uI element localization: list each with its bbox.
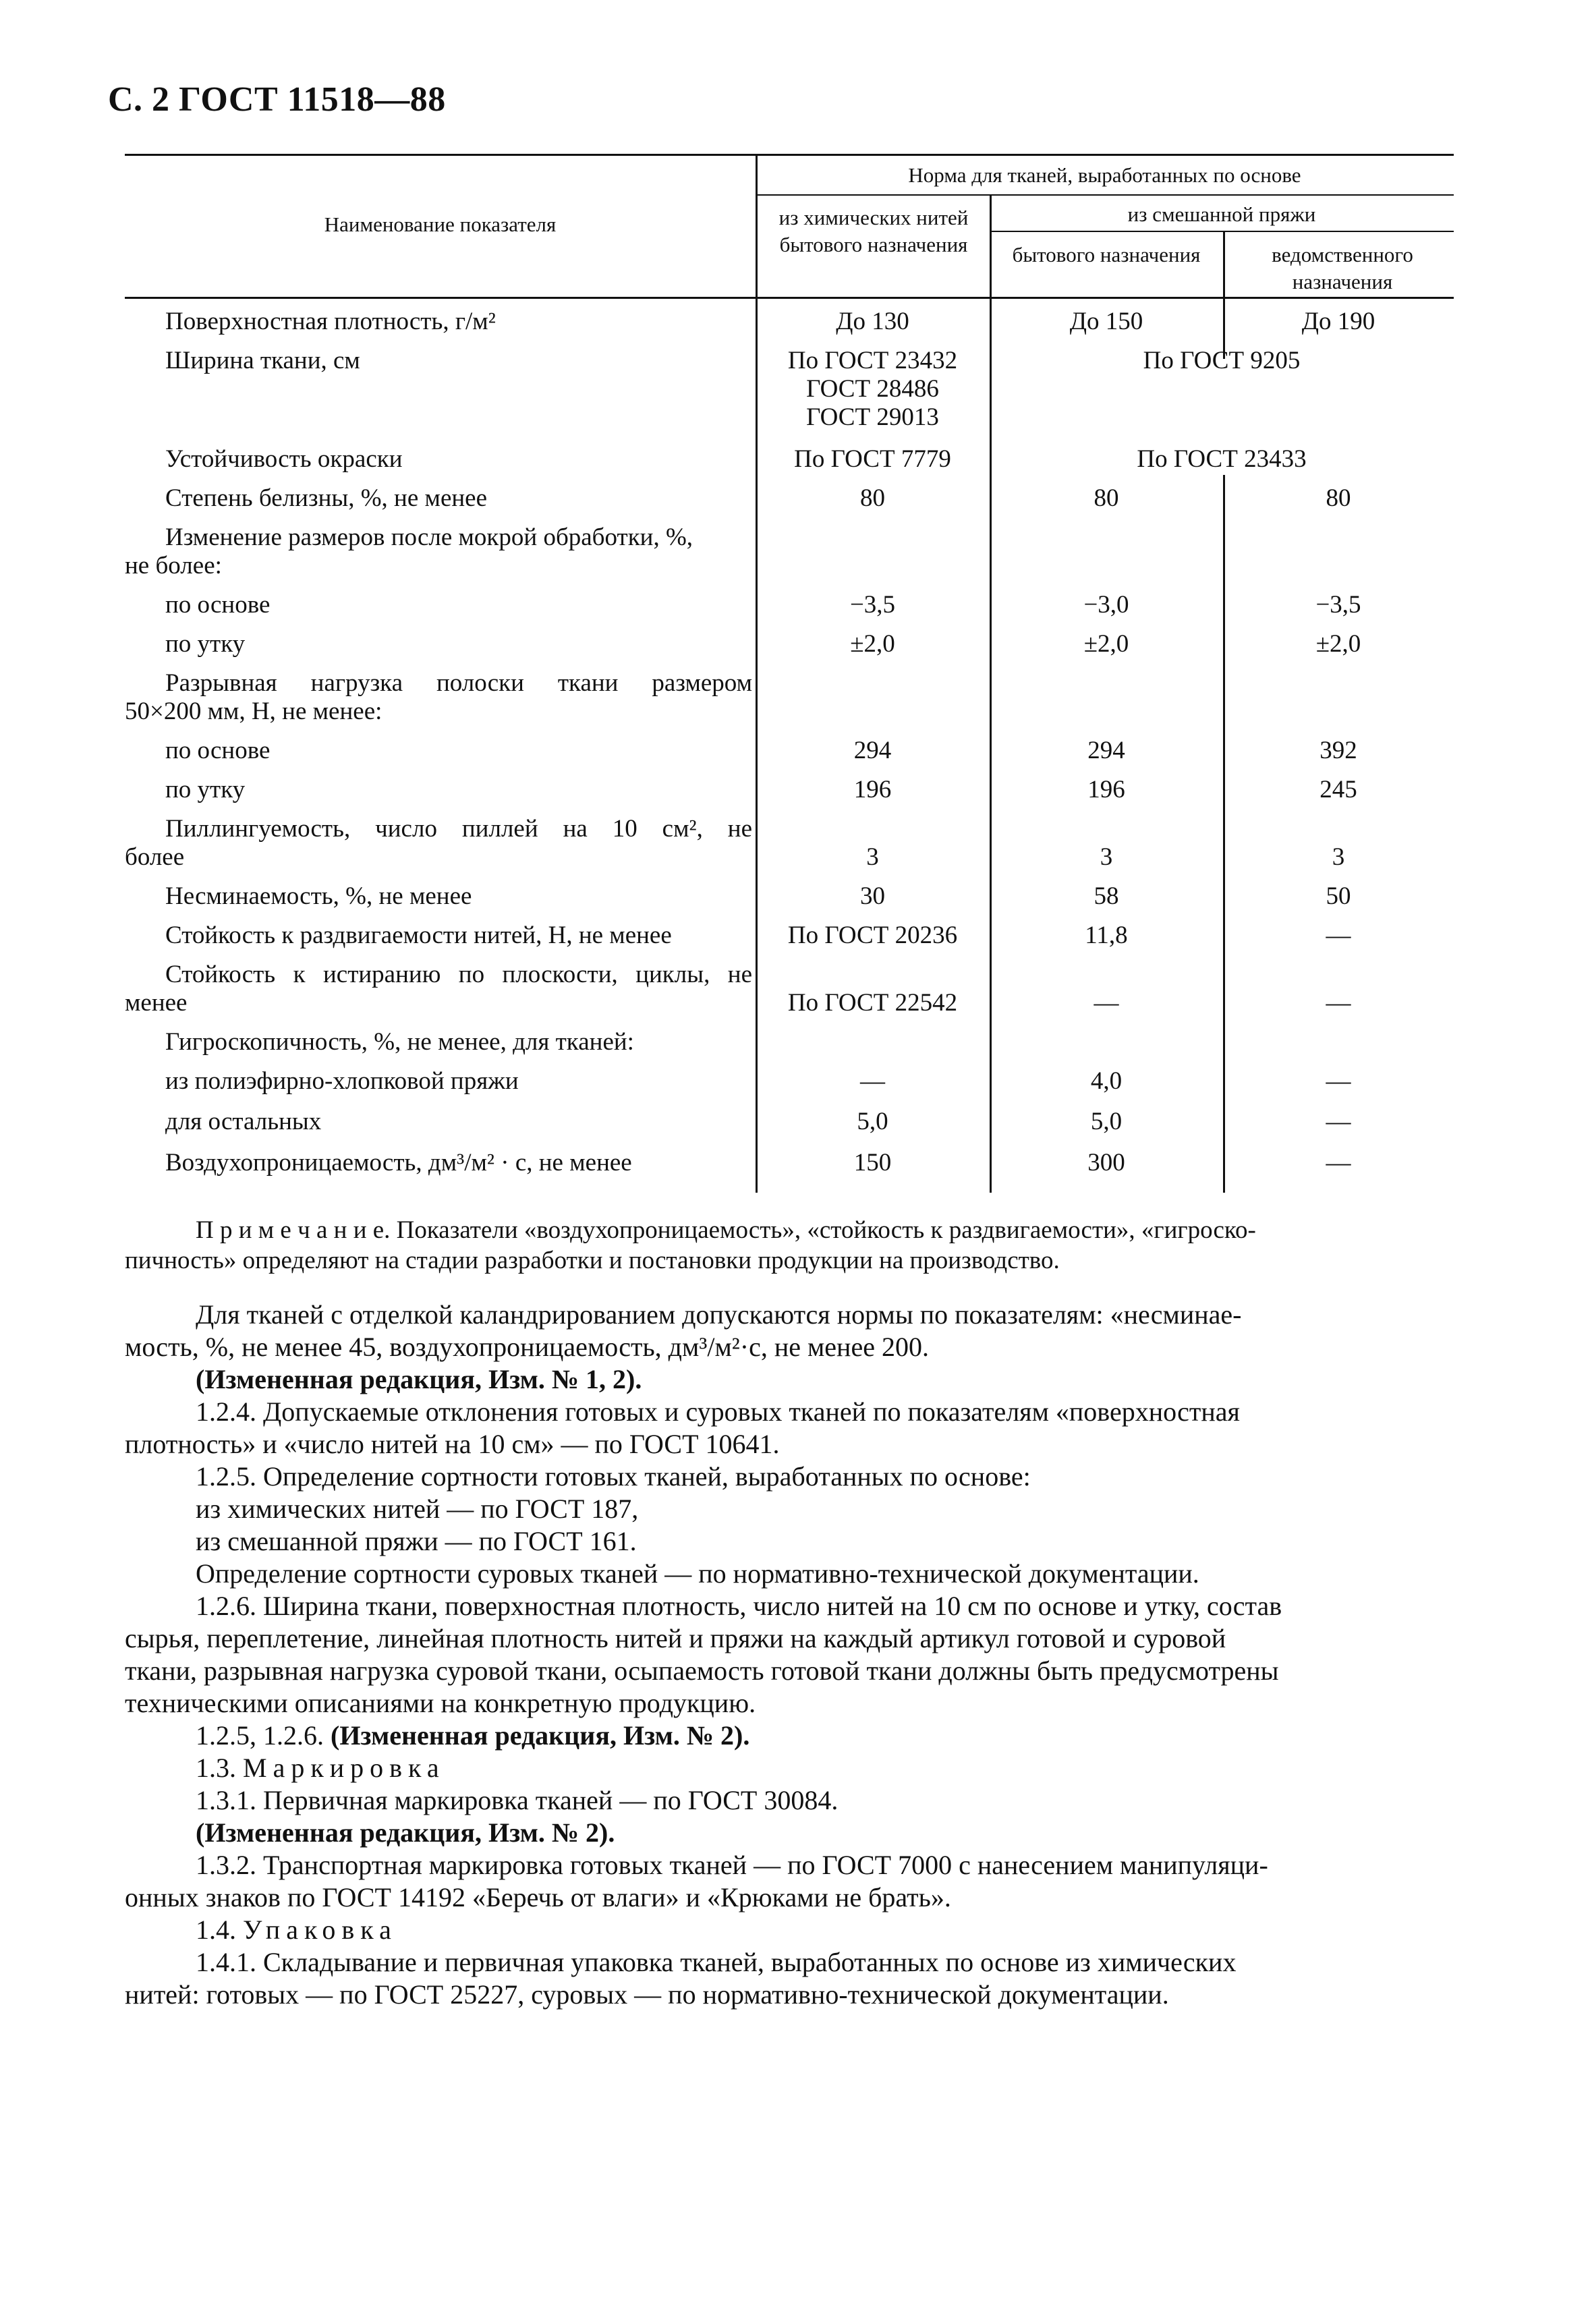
header-household: бытового назначения: [1012, 243, 1201, 266]
cell-value: −3,0: [1083, 591, 1129, 619]
cell-value: 50: [1326, 882, 1351, 910]
section-heading-1-4: [196, 1914, 397, 1946]
body-line: мость, %, не менее 45, воздухопроницаемость, дм³/м²·с, не менее 200.: [125, 1332, 929, 1362]
row-label: Поверхностная плотность, г/м²: [165, 308, 496, 335]
row-label: по утку: [165, 630, 246, 658]
row-label: Стойкость к раздвигаемости нитей, Н, не менее: [165, 922, 672, 949]
cell-value: По ГОСТ 22542: [787, 989, 958, 1017]
cell-value: 392: [1319, 737, 1357, 764]
body-line: 1.2.4. Допускаемые отклонения готовых и суровых тканей по показателям «поверхностная: [196, 1396, 1240, 1427]
cell-value: По ГОСТ 23433: [1137, 445, 1307, 473]
section-title: Маркировка: [243, 1753, 445, 1783]
section-heading-1-3: [196, 1752, 445, 1784]
cell-value: По ГОСТ 7779: [794, 445, 951, 473]
header-bottom-rule: [125, 297, 1454, 299]
cell-value: 3: [1332, 843, 1345, 871]
row-label: по основе: [165, 737, 271, 764]
cell-value: 196: [1087, 776, 1125, 803]
row-label: Ширина ткани, см: [165, 347, 360, 374]
row-label: Разрывная нагрузка полоски ткани размером: [165, 669, 752, 697]
cell-value: 294: [1087, 737, 1125, 764]
row-label: Степень белизны, %, не менее: [165, 484, 488, 512]
header-norm: Норма для тканей, выработанных по основе: [908, 163, 1301, 187]
cell-value: —: [1094, 989, 1119, 1017]
cell-value: —: [1326, 1149, 1351, 1177]
section-number: 1.4.: [196, 1915, 243, 1945]
body-line: 1.2.6. Ширина ткани, поверхностная плотность, число нитей на 10 см по основе и утку, состав: [196, 1591, 1282, 1621]
cell-value: ±2,0: [850, 630, 895, 658]
body-line: сырья, переплетение, линейная плотность нитей и пряжи на каждый артикул готовой и суровой: [125, 1623, 1226, 1653]
table-top-rule: [125, 154, 1454, 156]
row-label: по основе: [165, 591, 271, 619]
col-divider-2: [990, 194, 992, 1193]
note-text: Показатели «воздухопроницаемость», «стойкость к раздвигаемости», «гигроско-: [390, 1216, 1256, 1244]
cell-value: 196: [853, 776, 892, 803]
cell-value: 3: [1100, 843, 1113, 871]
cell-value: 80: [860, 484, 885, 512]
note-line-1: [196, 1214, 1256, 1247]
note-line-2: пичность» определяют на стадии разработки и постановки продукции на производство.: [125, 1247, 1060, 1274]
section-number: 1.3.: [196, 1753, 243, 1783]
cell-value: —: [1326, 989, 1351, 1017]
page-header: С. 2 ГОСТ 11518—88: [108, 80, 446, 119]
row-label: 50×200 мм, Н, не менее:: [125, 698, 382, 725]
cell-value: По ГОСТ 23432: [787, 347, 958, 374]
row-label: более: [125, 843, 185, 871]
mixed-header-rule: [990, 231, 1454, 232]
row-label: Пиллингуемость, число пиллей на 10 см², не: [165, 815, 752, 843]
cell-value: До 150: [1069, 308, 1143, 335]
cell-value: По ГОСТ 9205: [1143, 347, 1301, 374]
cell-value: До 190: [1301, 308, 1375, 335]
edition-note: [196, 1720, 749, 1752]
row-label: не более:: [125, 552, 222, 579]
note-prefix: П р и м е ч а н и е.: [196, 1216, 391, 1244]
cell-value: —: [860, 1067, 885, 1095]
cell-value: 30: [860, 882, 885, 910]
norm-header-rule: [756, 194, 1454, 196]
body-line: плотность» и «число нитей на 10 см» — по ГОСТ 10641.: [125, 1429, 780, 1459]
row-label: из полиэфирно-хлопковой пряжи: [165, 1067, 519, 1095]
header-indicator: Наименование показателя: [324, 212, 557, 236]
body-line: Определение сортности суровых тканей — по нормативно-технической документации.: [196, 1558, 1199, 1589]
row-label: Изменение размеров после мокрой обработки, %,: [165, 523, 693, 551]
cell-value: 80: [1094, 484, 1119, 512]
cell-value: По ГОСТ 20236: [787, 922, 958, 949]
cell-value: ГОСТ 29013: [806, 403, 939, 431]
cell-value: До 130: [836, 308, 909, 335]
edition-note: (Измененная редакция, Изм. № 1, 2).: [196, 1364, 642, 1394]
col-divider-3a: [1223, 231, 1225, 359]
body-line: из смешанной пряжи — по ГОСТ 161.: [196, 1526, 637, 1556]
cell-value: ±2,0: [1315, 630, 1361, 658]
cell-value: 5,0: [857, 1108, 888, 1135]
cell-value: −3,5: [849, 591, 896, 619]
specs-table: [125, 154, 1454, 1193]
body-line: 1.3.1. Первичная маркировка тканей — по ГОСТ 30084.: [196, 1785, 839, 1815]
body-line: 1.3.2. Транспортная маркировка готовых тканей — по ГОСТ 7000 с нанесением манипуляци-: [196, 1850, 1268, 1880]
row-label: Устойчивость окраски: [165, 445, 403, 473]
cell-value: 300: [1087, 1149, 1125, 1177]
edition-prefix: 1.2.5, 1.2.6.: [196, 1720, 331, 1751]
header-mixed: из смешанной пряжи: [1127, 202, 1316, 226]
body-line: техническими описаниями на конкретную продукцию.: [125, 1688, 756, 1718]
cell-value: —: [1326, 1108, 1351, 1135]
cell-value: 150: [853, 1149, 892, 1177]
body-line: из химических нитей — по ГОСТ 187,: [196, 1494, 639, 1524]
cell-value: 294: [853, 737, 892, 764]
body-line: нитей: готовых — по ГОСТ 25227, суровых — по нормативно-технической документации.: [125, 1979, 1169, 2010]
edition-text: (Измененная редакция, Изм. № 2).: [331, 1720, 750, 1751]
row-label: Воздухопроницаемость, дм³/м² · с, не менее: [165, 1149, 632, 1177]
cell-value: −3,5: [1315, 591, 1361, 619]
cell-value: 245: [1319, 776, 1357, 803]
cell-value: —: [1326, 922, 1351, 949]
body-line: Для тканей с отделкой каландрированием допускаются нормы по показателям: «несминае-: [196, 1299, 1242, 1330]
cell-value: 3: [866, 843, 879, 871]
body-line: ткани, разрывная нагрузка суровой ткани, осыпаемость готовой ткани должны быть предусмотрены: [125, 1655, 1279, 1686]
header-departmental: ведомственного назначения: [1272, 243, 1413, 293]
cell-value: 4,0: [1090, 1067, 1123, 1095]
row-label: Стойкость к истиранию по плоскости, циклы, не: [165, 961, 752, 988]
cell-value: 5,0: [1090, 1108, 1123, 1135]
row-label: Гигроскопичность, %, не менее, для тканей:: [165, 1028, 634, 1056]
row-label: для остальных: [165, 1108, 322, 1135]
body-line: 1.2.5. Определение сортности готовых тканей, выработанных по основе:: [196, 1461, 1031, 1492]
edition-note: (Измененная редакция, Изм. № 2).: [196, 1817, 615, 1848]
cell-value: 11,8: [1085, 922, 1128, 949]
row-label: по утку: [165, 776, 246, 803]
body-line: 1.4.1. Складывание и первичная упаковка тканей, выработанных по основе из химических: [196, 1947, 1237, 1977]
cell-value: 58: [1094, 882, 1119, 910]
body-line: онных знаков по ГОСТ 14192 «Беречь от влаги» и «Крюками не брать».: [125, 1882, 951, 1912]
section-title: Упаковка: [243, 1915, 397, 1945]
row-label: Несминаемость, %, не менее: [165, 882, 472, 910]
header-chemical: из химических нитей бытового назначения: [778, 206, 969, 256]
cell-value: ГОСТ 28486: [806, 375, 939, 403]
row-label: менее: [125, 989, 188, 1017]
cell-value: —: [1326, 1067, 1351, 1095]
cell-value: 80: [1326, 484, 1351, 512]
cell-value: ±2,0: [1083, 630, 1129, 658]
